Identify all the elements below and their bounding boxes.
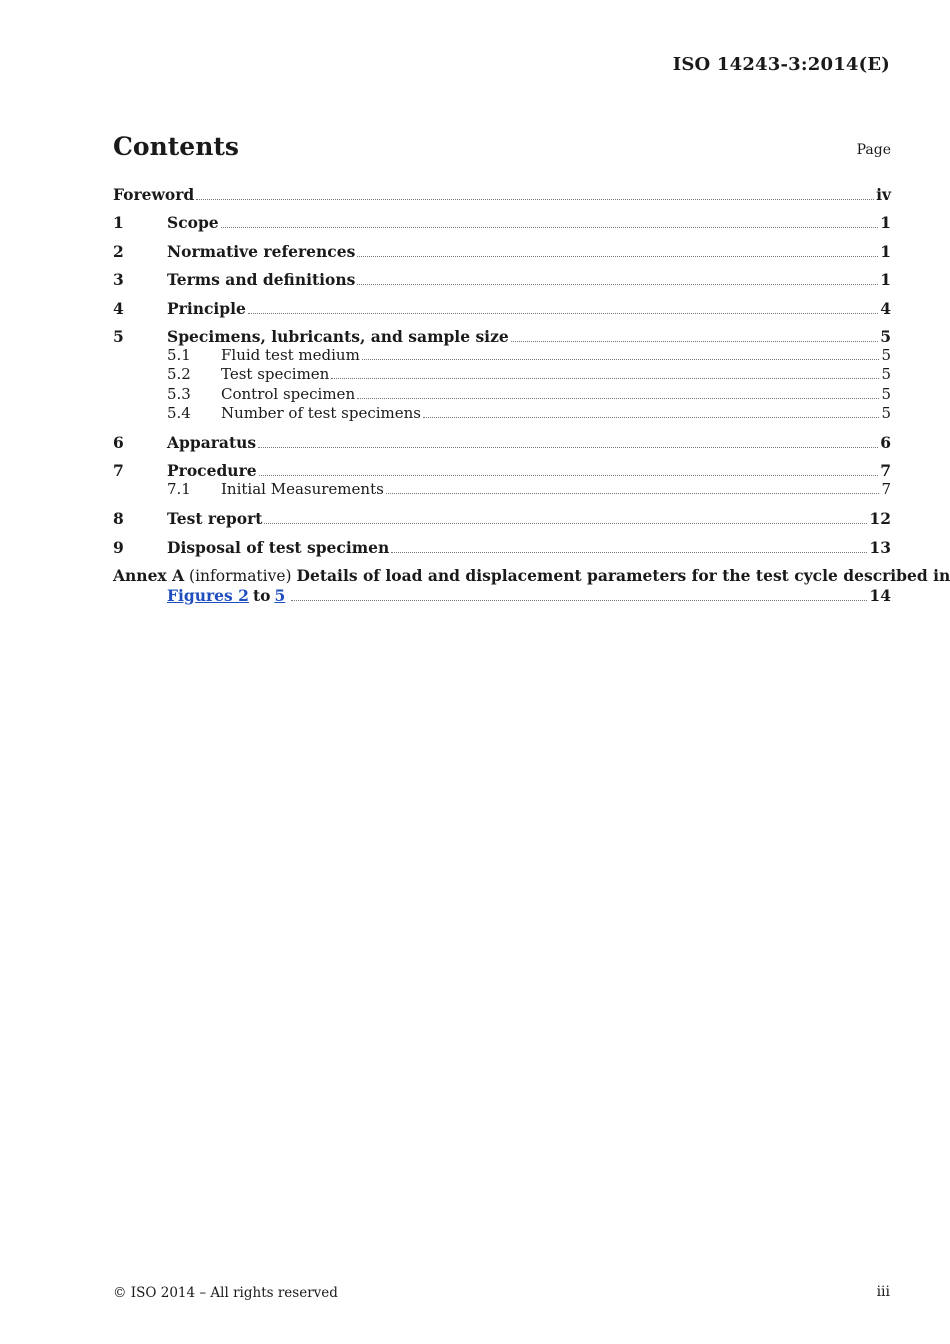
dot-leader	[511, 341, 878, 342]
figure-5-link[interactable]: 5	[274, 585, 286, 605]
toc-entry-number: 8	[113, 509, 124, 529]
toc-entry-page: 7	[880, 461, 891, 481]
toc-entry-title: Foreword	[113, 185, 195, 204]
toc-subentry-title: Control specimen	[221, 384, 356, 403]
toc-entry-page: 5	[880, 326, 891, 346]
page-column-label: Page	[856, 142, 891, 158]
dot-leader	[386, 493, 880, 494]
toc-entry-page: 12	[869, 509, 891, 529]
toc-subentry-number: 5.2	[167, 365, 191, 384]
toc-entry-number: 1	[113, 213, 124, 233]
toc-subentry-title: Fluid test medium	[221, 345, 360, 364]
dot-leader	[196, 199, 874, 200]
toc-entry-number: 9	[113, 537, 124, 557]
dot-leader	[221, 227, 879, 228]
toc-entry-number: 2	[113, 241, 124, 261]
toc-entry-foreword[interactable]	[113, 185, 891, 204]
annex-type: (informative)	[189, 566, 292, 585]
toc-entry-page: 1	[880, 270, 891, 290]
toc-entry-number: 6	[113, 432, 124, 452]
toc-entry-2[interactable]	[113, 242, 891, 261]
toc-entry-4[interactable]	[113, 299, 891, 318]
dot-leader	[248, 313, 878, 314]
toc-entry-title: Procedure	[167, 461, 257, 481]
toc-entry-5-2[interactable]	[113, 365, 891, 384]
annex-continuation-line	[113, 586, 891, 605]
toc-subentry-title: Test specimen	[221, 365, 330, 384]
toc-entry-title: Specimens, lubricants, and sample size	[167, 326, 509, 346]
toc-entry-title: Scope	[167, 213, 219, 233]
dot-leader	[259, 475, 879, 476]
toc-entry-page: 1	[880, 241, 891, 261]
toc-subentry-number: 5.4	[167, 404, 191, 423]
toc-entry-9[interactable]	[113, 538, 891, 557]
toc-entry-5-3[interactable]	[113, 385, 891, 404]
dot-leader	[362, 359, 880, 360]
toc-subentry-page: 5	[881, 384, 891, 403]
toc-subentry-number: 5.1	[167, 345, 191, 364]
toc-subentry-title: Initial Measurements	[221, 480, 384, 499]
contents-title: Contents	[113, 132, 240, 161]
toc-entry-title: Normative references	[167, 241, 356, 261]
document-id: ISO 14243-3:2014(E)	[672, 54, 890, 75]
dot-leader	[423, 417, 879, 418]
dot-leader	[258, 447, 878, 448]
toc-entry-title: Principle	[167, 298, 246, 318]
dot-leader	[264, 523, 867, 524]
dot-leader	[291, 600, 867, 601]
toc-entry-number: 3	[113, 270, 124, 290]
toc-subentry-title: Number of test specimens	[221, 404, 422, 423]
dot-leader	[391, 552, 867, 553]
annex-label: Annex A	[113, 565, 185, 585]
annex-connector: to	[252, 585, 271, 605]
copyright-notice: © ISO 2014 – All rights reserved	[113, 1285, 338, 1301]
toc-entry-7-1[interactable]	[113, 480, 891, 499]
toc-entry-number: 5	[113, 326, 124, 346]
toc-subentry-page: 5	[881, 404, 891, 423]
page-number: iii	[876, 1284, 890, 1300]
toc-entry-7[interactable]	[113, 461, 891, 480]
toc-entry-page: iv	[876, 185, 891, 204]
annex-title: Details of load and displacement parameters for the test cycle described in	[296, 565, 950, 585]
toc-entry-number: 4	[113, 298, 124, 318]
toc-entry-8[interactable]	[113, 509, 891, 528]
toc-entry-page: 6	[880, 432, 891, 452]
toc-entry-annex-a[interactable]	[113, 565, 950, 605]
dot-leader	[331, 378, 879, 379]
toc-subentry-number: 7.1	[167, 480, 191, 499]
toc-subentry-page: 5	[881, 365, 891, 384]
toc-entry-6[interactable]	[113, 433, 891, 452]
toc-entry-5-1[interactable]	[113, 346, 891, 365]
dot-leader	[357, 398, 879, 399]
toc-entry-page: 14	[869, 585, 891, 605]
toc-entry-5-4[interactable]	[113, 404, 891, 423]
toc-entry-5[interactable]	[113, 327, 891, 346]
toc-entry-title: Test report	[167, 509, 263, 529]
toc-subentry-page: 5	[881, 345, 891, 364]
figures-2-link[interactable]: Figures 2	[167, 585, 249, 605]
table-of-contents	[113, 185, 950, 605]
toc-entry-page: 1	[880, 213, 891, 233]
dot-leader	[357, 284, 878, 285]
toc-entry-3[interactable]	[113, 270, 891, 289]
toc-entry-title: Disposal of test specimen	[167, 537, 390, 557]
toc-entry-page: 4	[880, 298, 891, 318]
toc-subentry-page: 7	[881, 480, 891, 499]
toc-subentry-number: 5.3	[167, 384, 191, 403]
toc-entry-1[interactable]	[113, 213, 891, 232]
toc-entry-number: 7	[113, 461, 124, 481]
annex-heading-line	[113, 565, 950, 586]
toc-entry-page: 13	[869, 537, 891, 557]
dot-leader	[357, 256, 878, 257]
toc-entry-title: Apparatus	[167, 432, 257, 452]
toc-entry-title: Terms and definitions	[167, 270, 356, 290]
